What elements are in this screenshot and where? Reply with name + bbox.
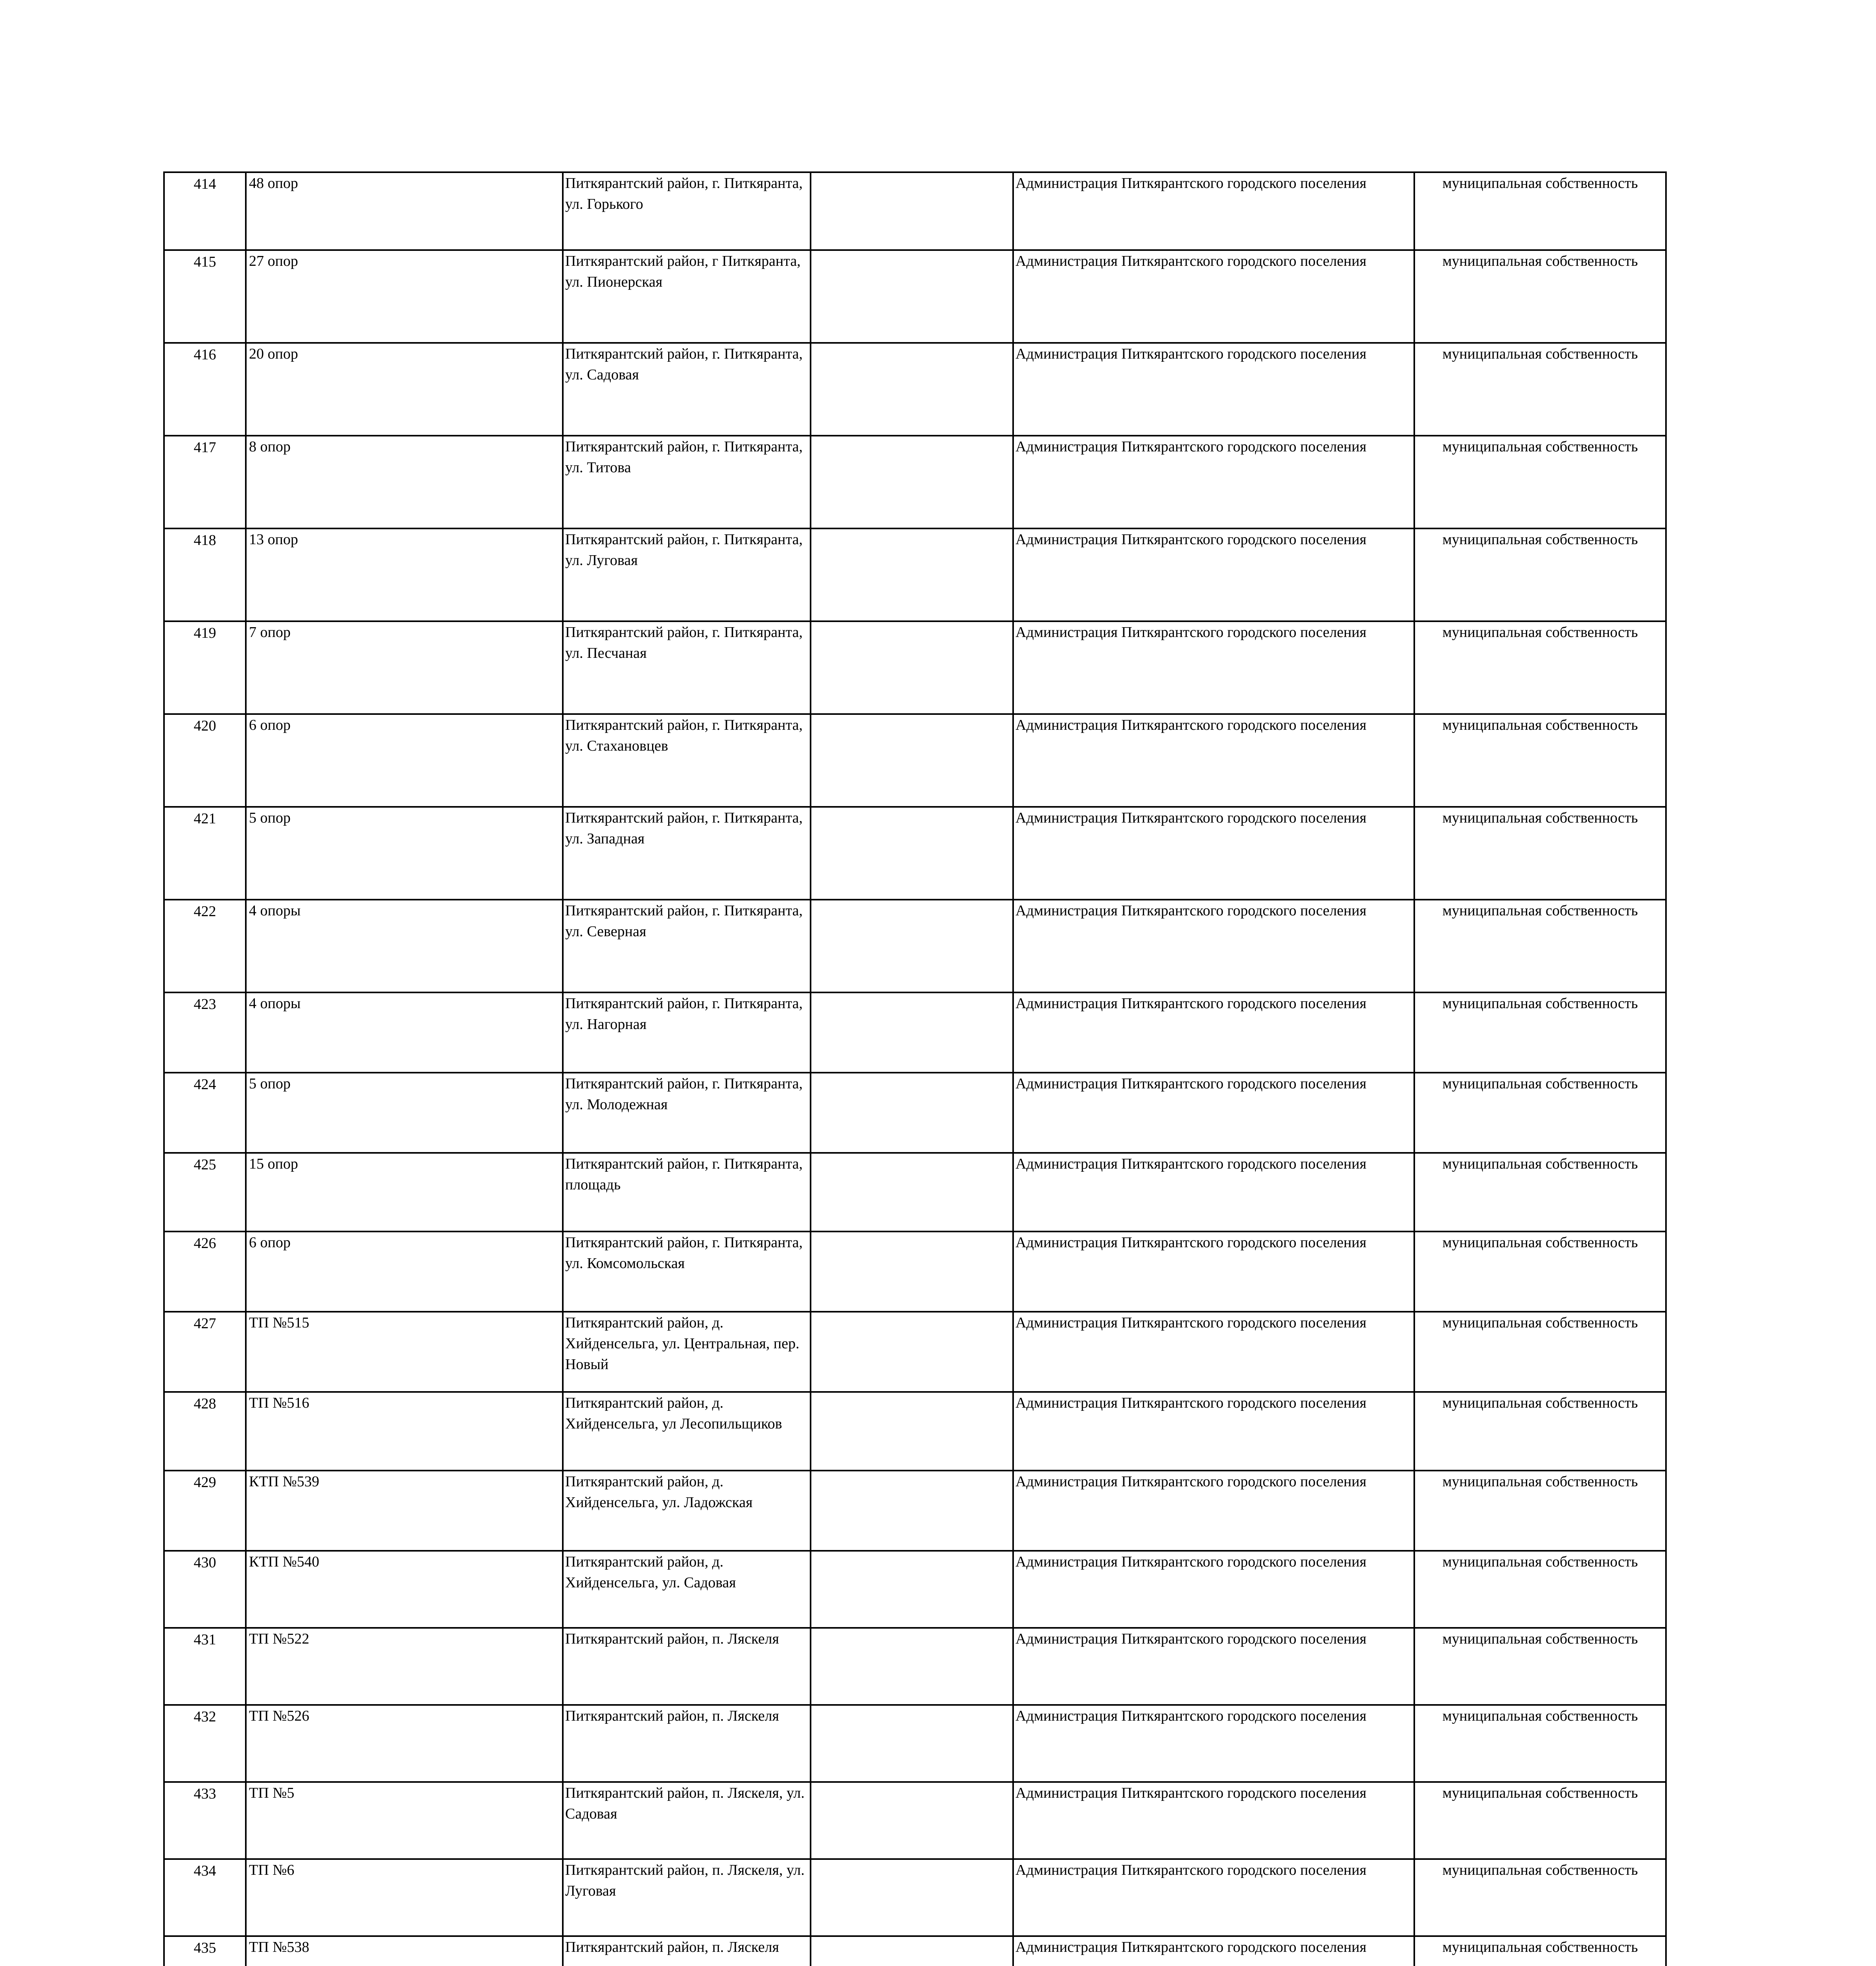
table-row bbox=[164, 1936, 1666, 1966]
object-address-cell: Питкярантский район, д. Хийденсельга, ул. Центральная, пер. Новый bbox=[563, 1312, 811, 1392]
ownership-type-cell: муниципальная собственность bbox=[1414, 1936, 1666, 1966]
row-number-cell: 426 bbox=[164, 1232, 246, 1312]
ownership-type-cell: муниципальная собственность bbox=[1414, 1153, 1666, 1232]
ownership-type-cell: муниципальная собственность bbox=[1414, 1073, 1666, 1153]
owner-name-cell: Администрация Питкярантского городского поселения bbox=[1013, 1312, 1414, 1392]
object-length-cell bbox=[811, 1232, 1013, 1312]
registry-table-body bbox=[164, 172, 1666, 1966]
object-address-cell: Питкярантский район, г. Питкяранта, ул. Северная bbox=[563, 900, 811, 992]
object-address-cell: Питкярантский район, г. Питкяранта, ул. Песчаная bbox=[563, 621, 811, 714]
ownership-type-cell: муниципальная собственность bbox=[1414, 1232, 1666, 1312]
object-length-cell bbox=[811, 343, 1013, 436]
owner-name-cell: Администрация Питкярантского городского поселения bbox=[1013, 807, 1414, 900]
owner-name-cell: Администрация Питкярантского городского поселения bbox=[1013, 621, 1414, 714]
table-row bbox=[164, 528, 1666, 621]
row-number-cell: 422 bbox=[164, 900, 246, 992]
object-length-cell bbox=[811, 714, 1013, 807]
row-number-cell: 420 bbox=[164, 714, 246, 807]
ownership-type-cell: муниципальная собственность bbox=[1414, 807, 1666, 900]
owner-name-cell: Администрация Питкярантского городского поселения bbox=[1013, 1782, 1414, 1859]
table-row bbox=[164, 1628, 1666, 1705]
ownership-type-cell: муниципальная собственность bbox=[1414, 528, 1666, 621]
table-row bbox=[164, 172, 1666, 250]
object-length-cell bbox=[811, 1073, 1013, 1153]
table-row bbox=[164, 1232, 1666, 1312]
row-number-cell: 432 bbox=[164, 1705, 246, 1782]
row-number-cell: 415 bbox=[164, 250, 246, 343]
ownership-type-cell: муниципальная собственность bbox=[1414, 1628, 1666, 1705]
object-address-cell: Питкярантский район, п. Ляскеля bbox=[563, 1936, 811, 1966]
ownership-type-cell: муниципальная собственность bbox=[1414, 250, 1666, 343]
owner-name-cell: Администрация Питкярантского городского поселения bbox=[1013, 1551, 1414, 1628]
object-length-cell bbox=[811, 1782, 1013, 1859]
object-length-cell bbox=[811, 1392, 1013, 1471]
object-length-cell bbox=[811, 1705, 1013, 1782]
table-row bbox=[164, 1312, 1666, 1392]
object-address-cell: Питкярантский район, г. Питкяранта, ул. Луговая bbox=[563, 528, 811, 621]
owner-name-cell: Администрация Питкярантского городского поселения bbox=[1013, 1705, 1414, 1782]
object-address-cell: Питкярантский район, п. Ляскеля bbox=[563, 1705, 811, 1782]
row-number-cell: 417 bbox=[164, 436, 246, 528]
object-name-cell: 5 опор bbox=[246, 1073, 563, 1153]
object-length-cell bbox=[811, 528, 1013, 621]
owner-name-cell: Администрация Питкярантского городского поселения bbox=[1013, 1628, 1414, 1705]
object-address-cell: Питкярантский район, г. Питкяранта, ул. Западная bbox=[563, 807, 811, 900]
object-length-cell bbox=[811, 992, 1013, 1073]
object-name-cell: ТП №6 bbox=[246, 1859, 563, 1936]
row-number-cell: 419 bbox=[164, 621, 246, 714]
row-number-cell: 428 bbox=[164, 1392, 246, 1471]
object-address-cell: Питкярантский район, г Питкяранта, ул. Пионерская bbox=[563, 250, 811, 343]
row-number-cell: 427 bbox=[164, 1312, 246, 1392]
table-row bbox=[164, 1392, 1666, 1471]
ownership-type-cell: муниципальная собственность bbox=[1414, 992, 1666, 1073]
object-name-cell: 20 опор bbox=[246, 343, 563, 436]
table-row bbox=[164, 1859, 1666, 1936]
ownership-type-cell: муниципальная собственность bbox=[1414, 1859, 1666, 1936]
object-address-cell: Питкярантский район, г. Питкяранта, ул. Садовая bbox=[563, 343, 811, 436]
object-name-cell: ТП №526 bbox=[246, 1705, 563, 1782]
object-name-cell: ТП №516 bbox=[246, 1392, 563, 1471]
owner-name-cell: Администрация Питкярантского городского поселения bbox=[1013, 343, 1414, 436]
object-name-cell: 15 опор bbox=[246, 1153, 563, 1232]
ownership-type-cell: муниципальная собственность bbox=[1414, 343, 1666, 436]
object-length-cell bbox=[811, 1628, 1013, 1705]
property-registry-table bbox=[163, 171, 1667, 1966]
table-row bbox=[164, 807, 1666, 900]
owner-name-cell: Администрация Питкярантского городского поселения bbox=[1013, 436, 1414, 528]
table-row bbox=[164, 1153, 1666, 1232]
object-length-cell bbox=[811, 900, 1013, 992]
object-address-cell: Питкярантский район, г. Питкяранта, площадь bbox=[563, 1153, 811, 1232]
row-number-cell: 430 bbox=[164, 1551, 246, 1628]
row-number-cell: 425 bbox=[164, 1153, 246, 1232]
ownership-type-cell: муниципальная собственность bbox=[1414, 172, 1666, 250]
table-row bbox=[164, 1471, 1666, 1551]
row-number-cell: 429 bbox=[164, 1471, 246, 1551]
ownership-type-cell: муниципальная собственность bbox=[1414, 1551, 1666, 1628]
object-length-cell bbox=[811, 807, 1013, 900]
object-name-cell: 13 опор bbox=[246, 528, 563, 621]
owner-name-cell: Администрация Питкярантского городского поселения bbox=[1013, 992, 1414, 1073]
ownership-type-cell: муниципальная собственность bbox=[1414, 621, 1666, 714]
ownership-type-cell: муниципальная собственность bbox=[1414, 900, 1666, 992]
owner-name-cell: Администрация Питкярантского городского поселения bbox=[1013, 1073, 1414, 1153]
ownership-type-cell: муниципальная собственность bbox=[1414, 1705, 1666, 1782]
object-address-cell: Питкярантский район, г. Питкяранта, ул. Комсомольская bbox=[563, 1232, 811, 1312]
object-length-cell bbox=[811, 621, 1013, 714]
object-name-cell: ТП №5 bbox=[246, 1782, 563, 1859]
owner-name-cell: Администрация Питкярантского городского поселения bbox=[1013, 1153, 1414, 1232]
object-name-cell: 27 опор bbox=[246, 250, 563, 343]
object-name-cell: ТП №515 bbox=[246, 1312, 563, 1392]
object-name-cell: 6 опор bbox=[246, 714, 563, 807]
object-address-cell: Питкярантский район, г. Питкяранта, ул. Молодежная bbox=[563, 1073, 811, 1153]
object-name-cell: 8 опор bbox=[246, 436, 563, 528]
row-number-cell: 433 bbox=[164, 1782, 246, 1859]
object-address-cell: Питкярантский район, п. Ляскеля, ул. Луговая bbox=[563, 1859, 811, 1936]
ownership-type-cell: муниципальная собственность bbox=[1414, 1782, 1666, 1859]
row-number-cell: 416 bbox=[164, 343, 246, 436]
table-row bbox=[164, 1705, 1666, 1782]
row-number-cell: 418 bbox=[164, 528, 246, 621]
object-address-cell: Питкярантский район, п. Ляскеля, ул. Садовая bbox=[563, 1782, 811, 1859]
ownership-type-cell: муниципальная собственность bbox=[1414, 1392, 1666, 1471]
object-address-cell: Питкярантский район, г. Питкяранта, ул. Титова bbox=[563, 436, 811, 528]
object-length-cell bbox=[811, 250, 1013, 343]
owner-name-cell: Администрация Питкярантского городского поселения bbox=[1013, 1936, 1414, 1966]
object-name-cell: 7 опор bbox=[246, 621, 563, 714]
row-number-cell: 423 bbox=[164, 992, 246, 1073]
table-row bbox=[164, 992, 1666, 1073]
table-row bbox=[164, 714, 1666, 807]
ownership-type-cell: муниципальная собственность bbox=[1414, 436, 1666, 528]
table-row bbox=[164, 250, 1666, 343]
table-row bbox=[164, 621, 1666, 714]
ownership-type-cell: муниципальная собственность bbox=[1414, 1471, 1666, 1551]
object-name-cell: 5 опор bbox=[246, 807, 563, 900]
owner-name-cell: Администрация Питкярантского городского поселения bbox=[1013, 714, 1414, 807]
object-name-cell: 48 опор bbox=[246, 172, 563, 250]
object-length-cell bbox=[811, 436, 1013, 528]
object-address-cell: Питкярантский район, д. Хийденсельга, ул. Ладожская bbox=[563, 1471, 811, 1551]
row-number-cell: 431 bbox=[164, 1628, 246, 1705]
object-name-cell: ТП №538 bbox=[246, 1936, 563, 1966]
owner-name-cell: Администрация Питкярантского городского поселения bbox=[1013, 1392, 1414, 1471]
object-length-cell bbox=[811, 172, 1013, 250]
owner-name-cell: Администрация Питкярантского городского поселения bbox=[1013, 250, 1414, 343]
object-name-cell: КТП №539 bbox=[246, 1471, 563, 1551]
object-name-cell: КТП №540 bbox=[246, 1551, 563, 1628]
row-number-cell: 434 bbox=[164, 1859, 246, 1936]
row-number-cell: 421 bbox=[164, 807, 246, 900]
object-address-cell: Питкярантский район, д. Хийденсельга, ул Лесопильщиков bbox=[563, 1392, 811, 1471]
row-number-cell: 414 bbox=[164, 172, 246, 250]
object-address-cell: Питкярантский район, д. Хийденсельга, ул. Садовая bbox=[563, 1551, 811, 1628]
object-length-cell bbox=[811, 1936, 1013, 1966]
table-row bbox=[164, 343, 1666, 436]
object-length-cell bbox=[811, 1551, 1013, 1628]
object-length-cell bbox=[811, 1859, 1013, 1936]
object-address-cell: Питкярантский район, г. Питкяранта, ул. Стахановцев bbox=[563, 714, 811, 807]
object-address-cell: Питкярантский район, г. Питкяранта, ул. Нагорная bbox=[563, 992, 811, 1073]
object-address-cell: Питкярантский район, г. Питкяранта, ул. Горького bbox=[563, 172, 811, 250]
row-number-cell: 424 bbox=[164, 1073, 246, 1153]
object-length-cell bbox=[811, 1471, 1013, 1551]
object-length-cell bbox=[811, 1312, 1013, 1392]
owner-name-cell: Администрация Питкярантского городского поселения bbox=[1013, 900, 1414, 992]
ownership-type-cell: муниципальная собственность bbox=[1414, 1312, 1666, 1392]
table-row bbox=[164, 436, 1666, 528]
object-name-cell: 4 опоры bbox=[246, 900, 563, 992]
owner-name-cell: Администрация Питкярантского городского поселения bbox=[1013, 528, 1414, 621]
row-number-cell: 435 bbox=[164, 1936, 246, 1966]
owner-name-cell: Администрация Питкярантского городского поселения bbox=[1013, 172, 1414, 250]
table-row bbox=[164, 1782, 1666, 1859]
table-row bbox=[164, 1551, 1666, 1628]
owner-name-cell: Администрация Питкярантского городского поселения bbox=[1013, 1232, 1414, 1312]
owner-name-cell: Администрация Питкярантского городского поселения bbox=[1013, 1859, 1414, 1936]
owner-name-cell: Администрация Питкярантского городского поселения bbox=[1013, 1471, 1414, 1551]
object-length-cell bbox=[811, 1153, 1013, 1232]
ownership-type-cell: муниципальная собственность bbox=[1414, 714, 1666, 807]
object-name-cell: 6 опор bbox=[246, 1232, 563, 1312]
object-name-cell: 4 опоры bbox=[246, 992, 563, 1073]
table-row bbox=[164, 900, 1666, 992]
object-name-cell: ТП №522 bbox=[246, 1628, 563, 1705]
table-row bbox=[164, 1073, 1666, 1153]
object-address-cell: Питкярантский район, п. Ляскеля bbox=[563, 1628, 811, 1705]
